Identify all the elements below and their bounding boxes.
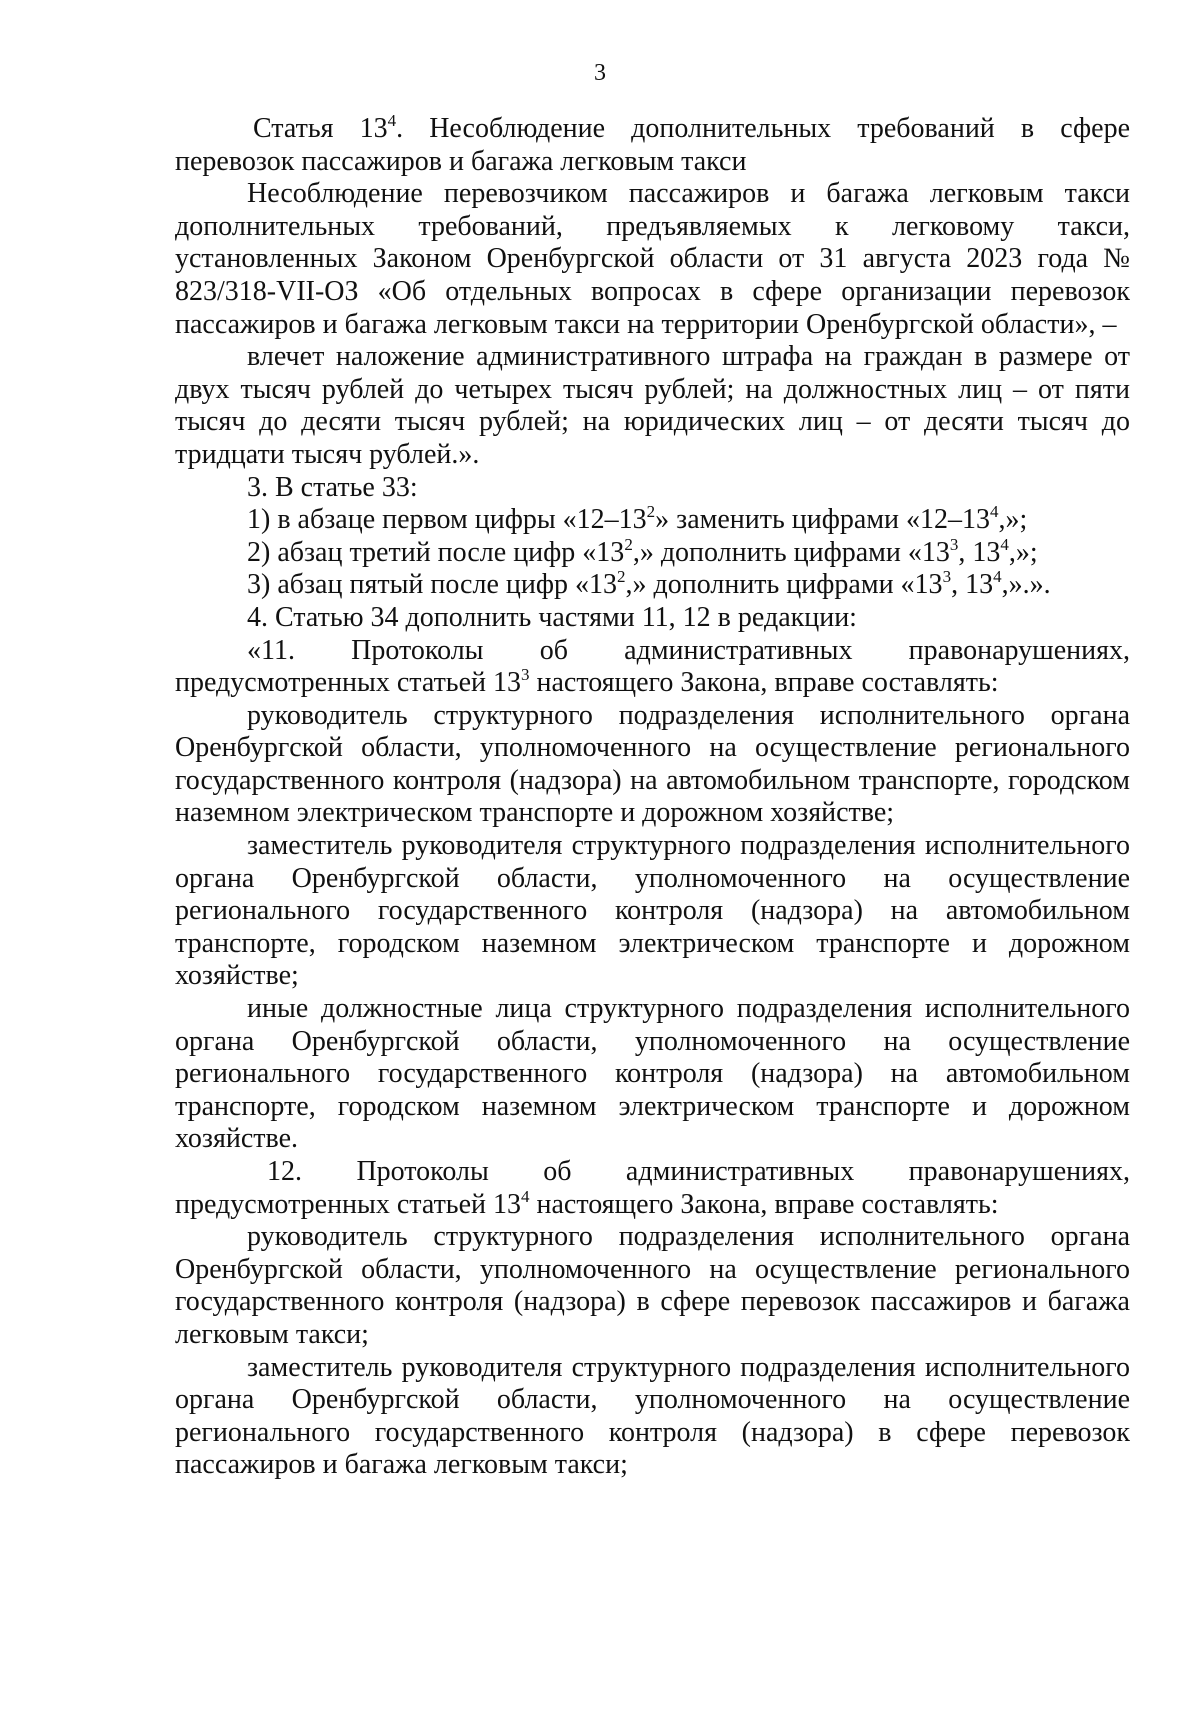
paragraph-item-3: 3. В статье 33: [247, 471, 418, 503]
paragraph-subitem-3 [175, 569, 1130, 602]
paragraph-other-officials: иные должностные лица структурного подразделения исполнительного органа Оренбургской области, уполномоченного на осуществление регионального государственного контроля (надзора) на автомобильном транспорте, городском наземном электрическом транспорте и дорожном хозяйстве. [175, 993, 1130, 1155]
page-number: 3 [594, 60, 606, 86]
paragraph-part-11 [175, 635, 1130, 700]
paragraph-deputy-official: заместитель руководителя структурного подразделения исполнительного органа Оренбургской области, уполномоченного на осуществление регионального государственного контроля (надзора) на автомобильном транспорте, городском наземном электрическом транспорте и дорожном хозяйстве; [175, 830, 1130, 992]
superscript: 2 [646, 502, 656, 522]
document-body [175, 113, 1130, 1482]
superscript: 3 [942, 567, 952, 587]
paragraph-item-4: 4. Статью 34 дополнить частями 11, 12 в редакции: [247, 601, 857, 633]
text-part: настоящего Закона, вправе составлять: [529, 1188, 999, 1220]
paragraph-penalty: влечет наложение административного штрафа на граждан в размере от двух тысяч рублей до четырех тысяч рублей; на должностных лиц – от пяти тысяч до десяти тысяч рублей; на юридических лиц – от десяти тысяч до тридцати тысяч рублей.». [175, 341, 1130, 470]
text-part: ,» дополнить цифрами «13 [625, 569, 943, 601]
paragraph-part-12 [175, 1156, 1130, 1221]
text-part: 2) абзац третий после цифр «13 [247, 536, 625, 568]
superscript: 4 [993, 567, 1002, 587]
text-part: ,»; [1008, 536, 1038, 568]
article-title [175, 113, 1130, 178]
superscript: 4 [520, 1186, 530, 1206]
text-part: , 13 [958, 536, 1001, 568]
article-title-sup: 4 [387, 111, 397, 130]
superscript: 2 [624, 534, 633, 554]
paragraph-deputy-taxi: заместитель руководителя структурного подразделения исполнительного органа Оренбургской области, уполномоченного на осуществление регионального государственного контроля (надзора) в сфере перевозок пассажиров и багажа легковым такси; [175, 1351, 1130, 1481]
text-part: настоящего Закона, вправе составлять: [529, 667, 999, 699]
text-part: » заменить цифрами «12–13 [655, 504, 991, 536]
text-part: , 13 [951, 569, 994, 601]
superscript: 3 [949, 534, 959, 554]
text-part: 1) в абзаце первом цифры «12–13 [247, 504, 647, 536]
text-part: «11. Протоколы об административных правонарушениях, предусмотренных статьей 13 [175, 634, 1130, 699]
text-part: 3) абзац пятый после цифр «13 [247, 569, 617, 601]
superscript: 4 [990, 502, 999, 522]
paragraph-head-official: руководитель структурного подразделения исполнительного органа Оренбургской области, уполномоченного на осуществление регионального государственного контроля (надзора) на автомобильном транспорте, городском наземном электрическом транспорте и дорожном хозяйстве; [175, 699, 1130, 829]
paragraph-subitem-2 [175, 534, 1130, 570]
text-part: ,»; [998, 504, 1028, 536]
paragraph-head-taxi: руководитель структурного подразделения исполнительного органа Оренбургской области, уполномоченного на осуществление регионального государственного контроля (надзора) в сфере перевозок пассажиров и багажа легковым такси; [175, 1221, 1130, 1350]
superscript: 4 [1000, 534, 1009, 554]
article-title-prefix: Статья 13 [253, 113, 388, 144]
superscript: 2 [617, 567, 626, 587]
superscript: 3 [520, 665, 530, 685]
article-title-rest: . Несоблюдение дополнительных требований в сфере перевозок пассажиров и багажа легковым такси [175, 113, 1130, 177]
text-part: ,».». [1001, 569, 1051, 601]
paragraph-subitem-1 [175, 504, 1130, 537]
text-part: ,» дополнить цифрами «13 [632, 536, 950, 568]
text-part: 12. Протоколы об административных правонарушениях, предусмотренных статьей 13 [175, 1156, 1130, 1220]
paragraph-violation: Несоблюдение перевозчиком пассажиров и багажа легковым такси дополнительных требований, предъявляемых к легковому такси, установленных Законом Оренбургской области от 31 августа 2023 года № 823/318-VII-ОЗ «Об отдельных вопросах в сфере организации перевозок пассажиров и багажа легковым такси на территории Оренбургской области», – [175, 178, 1130, 340]
